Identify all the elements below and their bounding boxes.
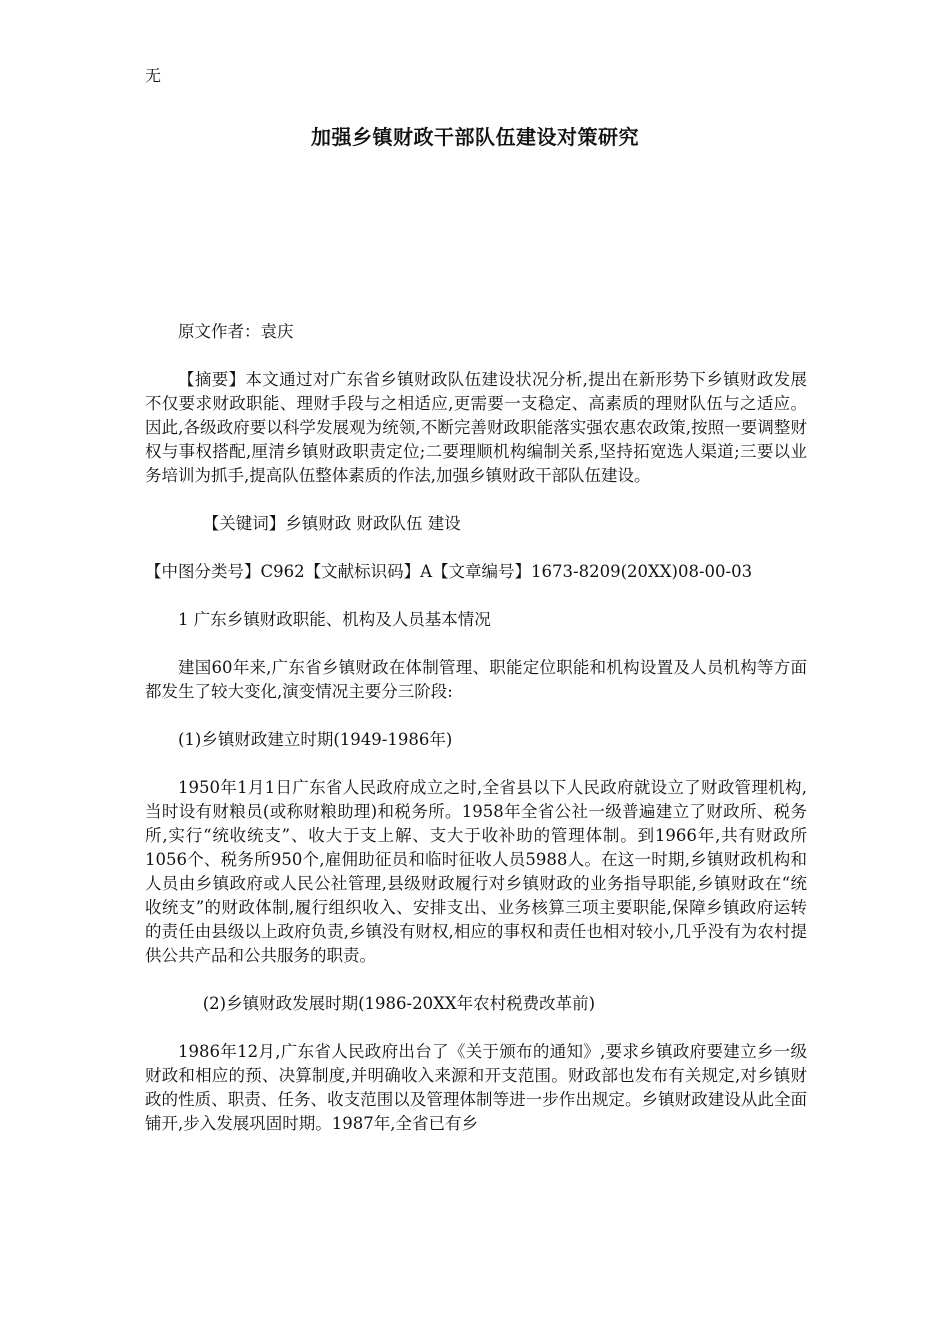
subsection-heading-2: (2)乡镇财政发展时期(1986-20XX年农村税费改革前) (202, 994, 596, 1013)
subsection-heading-1: (1)乡镇财政建立时期(1949-1986年) (178, 730, 453, 749)
document-title: 加强乡镇财政干部队伍建设对策研究 (311, 125, 639, 149)
header-mark: 无 (145, 66, 162, 85)
document-body (145, 320, 807, 1160)
classification-line: 【中图分类号】C962【文献标识码】A【文章编号】1673-8209(20XX)08-00-03 (145, 562, 753, 581)
subsection-paragraph-1: 1950年1月1日广东省人民政府成立之时,全省县以下人民政府就设立了财政管理机构,当时设有财粮员(或称财粮助理)和税务所。1958年全省公社一级普遍建立了财政所、税务所,实行“统收统支”、收大于支上解、支大于收补助的管理体制。到1966年,共有财政所1056个、税务所950个,雇佣助征员和临时征收人员5988人。在这一时期,乡镇财政机构和人员由乡镇政府或人民公社管理,县级财政履行对乡镇财政的业务指导职能,乡镇财政在“统收统支”的财政体制,履行组织收入、安排支出、业务核算三项主要职能,保障乡镇政府运转的责任由县级以上政府负责,乡镇没有财权,相应的事权和责任也相对较小,几乎没有为农村提供公共产品和公共服务的职责。 (145, 778, 807, 965)
section-intro-paragraph: 建国60年来,广东省乡镇财政在体制管理、职能定位职能和机构设置及人员机构等方面都发生了较大变化,演变情况主要分三阶段: (145, 658, 807, 701)
section-heading: 1 广东乡镇财政职能、机构及人员基本情况 (178, 610, 491, 629)
subsection-paragraph-2: 1986年12月,广东省人民政府出台了《关于颁布的通知》,要求乡镇政府要建立乡一级财政和相应的预、决算制度,并明确收入来源和开支范围。财政部也发布有关规定,对乡镇财政的性质、职责、任务、收支范围以及管理体制等进一步作出规定。乡镇财政建设从此全面铺开,步入发展巩固时期。1987年,全省已有乡 (145, 1042, 807, 1133)
keywords-line: 【关键词】乡镇财政 财政队伍 建设 (202, 514, 461, 533)
abstract-paragraph: 【摘要】本文通过对广东省乡镇财政队伍建设状况分析,提出在新形势下乡镇财政发展不仅要求财政职能、理财手段与之相适应,更需要一支稳定、高素质的理财队伍与之适应。因此,各级政府要以科学发展观为统领,不断完善财政职能落实强农惠农政策,按照一要调整财权与事权搭配,厘清乡镇财政职责定位;二要理顺机构编制关系,坚持拓宽选人渠道;三要以业务培训为抓手,提高队伍整体素质的作法,加强乡镇财政干部队伍建设。 (145, 370, 807, 485)
author-line: 原文作者：袁庆 (178, 322, 294, 341)
